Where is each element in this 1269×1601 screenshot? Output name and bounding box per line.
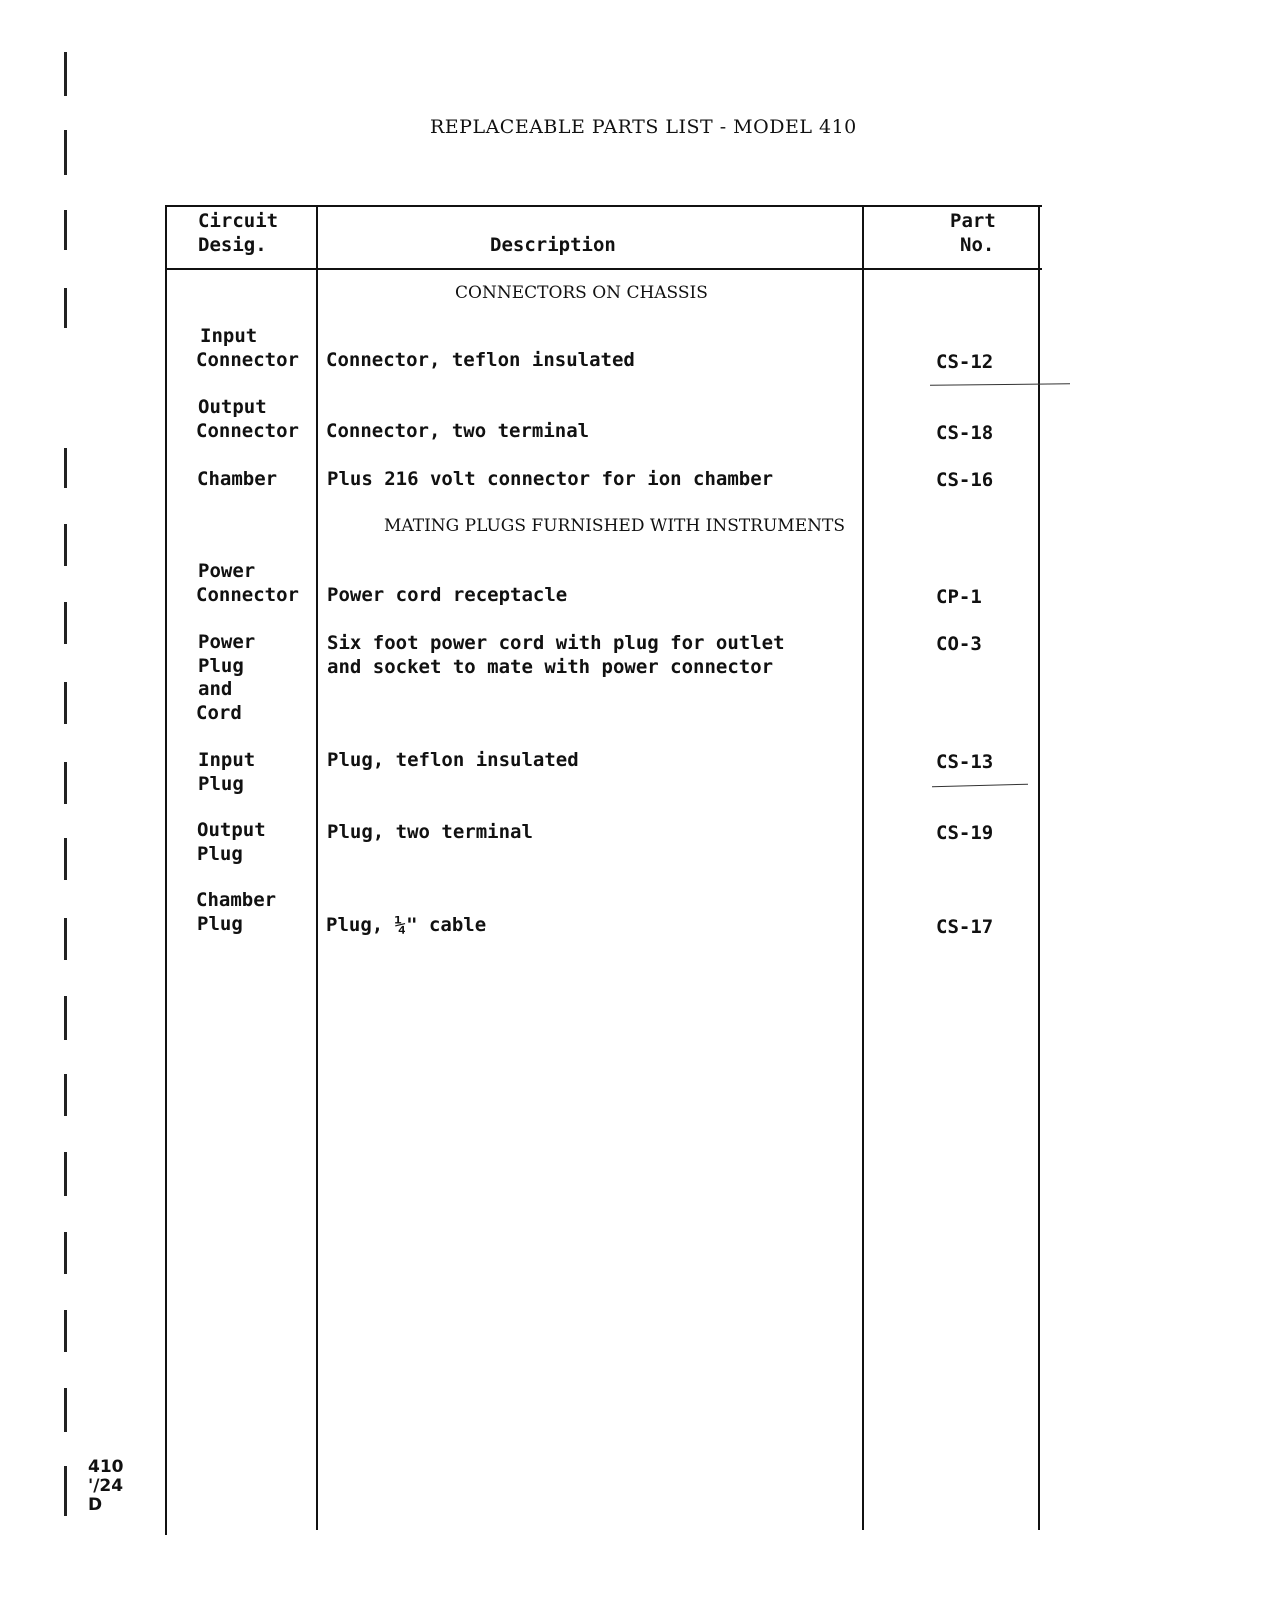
binding-mark — [64, 524, 67, 566]
margin-note-line: '/24 — [88, 1476, 124, 1496]
margin-note-line: 410 — [88, 1457, 124, 1477]
circuit-designation: Power — [198, 560, 256, 582]
binding-mark — [64, 52, 67, 96]
circuit-designation: Connector — [196, 584, 299, 606]
binding-mark — [64, 1388, 67, 1432]
circuit-designation: Output — [197, 819, 266, 841]
circuit-designation: Chamber — [196, 889, 277, 911]
circuit-designation: Plug — [198, 773, 244, 795]
header-circuit-line-1: Circuit — [198, 210, 279, 232]
circuit-designation: Input — [200, 325, 258, 347]
circuit-designation: Cord — [196, 702, 242, 724]
circuit-designation: Output — [198, 396, 267, 418]
column-rule — [316, 205, 318, 1530]
part-number: CS-19 — [936, 822, 994, 844]
circuit-designation: Plug — [198, 655, 244, 677]
circuit-designation: Chamber — [197, 468, 278, 490]
header-part-line-1: Part — [950, 210, 996, 232]
margin-note — [88, 1458, 124, 1515]
binding-mark — [64, 762, 67, 804]
binding-mark — [64, 682, 67, 724]
binding-mark — [64, 130, 67, 175]
part-number: CO-3 — [936, 633, 982, 655]
binding-mark — [64, 1310, 67, 1352]
binding-mark — [64, 288, 67, 328]
part-number: CS-18 — [936, 422, 994, 444]
circuit-designation: Power — [198, 631, 256, 653]
page-title: REPLACEABLE PARTS LIST - MODEL 410 — [430, 116, 857, 138]
circuit-designation: Connector — [196, 420, 299, 442]
binding-mark — [64, 918, 67, 960]
part-number: CS-16 — [936, 469, 994, 491]
part-description: Plug, ¼" cable — [326, 914, 487, 936]
binding-mark — [64, 602, 67, 644]
circuit-designation: Plug — [197, 913, 243, 935]
header-description: Description — [490, 234, 616, 256]
binding-mark — [64, 996, 67, 1040]
part-description: Plus 216 volt connector for ion chamber — [327, 468, 774, 490]
part-description: Connector, two terminal — [326, 420, 590, 442]
margin-note-line: D — [88, 1495, 103, 1515]
binding-mark — [64, 1152, 67, 1196]
part-description: Six foot power cord with plug for outlet — [327, 632, 785, 654]
header-bottom-rule — [165, 268, 1042, 270]
hand-drawn-underline — [932, 784, 1028, 788]
part-number: CS-17 — [936, 916, 994, 938]
circuit-designation: Input — [198, 749, 256, 771]
circuit-designation: and — [198, 678, 233, 700]
binding-mark — [64, 1232, 67, 1274]
section-heading: MATING PLUGS FURNISHED WITH INSTRUMENTS — [384, 516, 845, 536]
binding-mark — [64, 1074, 67, 1116]
binding-mark — [64, 1466, 67, 1516]
column-rule — [862, 205, 864, 1530]
table-top-rule — [165, 205, 1042, 207]
part-number: CP-1 — [936, 586, 982, 608]
hand-drawn-underline — [930, 383, 1070, 385]
part-description: Connector, teflon insulated — [326, 349, 635, 371]
circuit-designation: Plug — [197, 843, 243, 865]
part-number: CS-13 — [936, 751, 994, 773]
part-description: Power cord receptacle — [327, 584, 568, 606]
section-heading: CONNECTORS ON CHASSIS — [455, 283, 708, 303]
table-left-rule — [165, 205, 167, 1535]
binding-mark — [64, 448, 67, 488]
table-right-rule — [1038, 205, 1040, 1530]
part-number: CS-12 — [936, 351, 994, 373]
part-description: and socket to mate with power connector — [327, 656, 774, 678]
binding-mark — [64, 838, 67, 880]
part-description: Plug, two terminal — [327, 821, 533, 843]
circuit-designation: Connector — [196, 349, 299, 371]
part-description: Plug, teflon insulated — [327, 749, 579, 771]
header-part-line-2: No. — [960, 234, 995, 256]
binding-mark — [64, 210, 67, 250]
header-circuit-line-2: Desig. — [198, 234, 267, 256]
